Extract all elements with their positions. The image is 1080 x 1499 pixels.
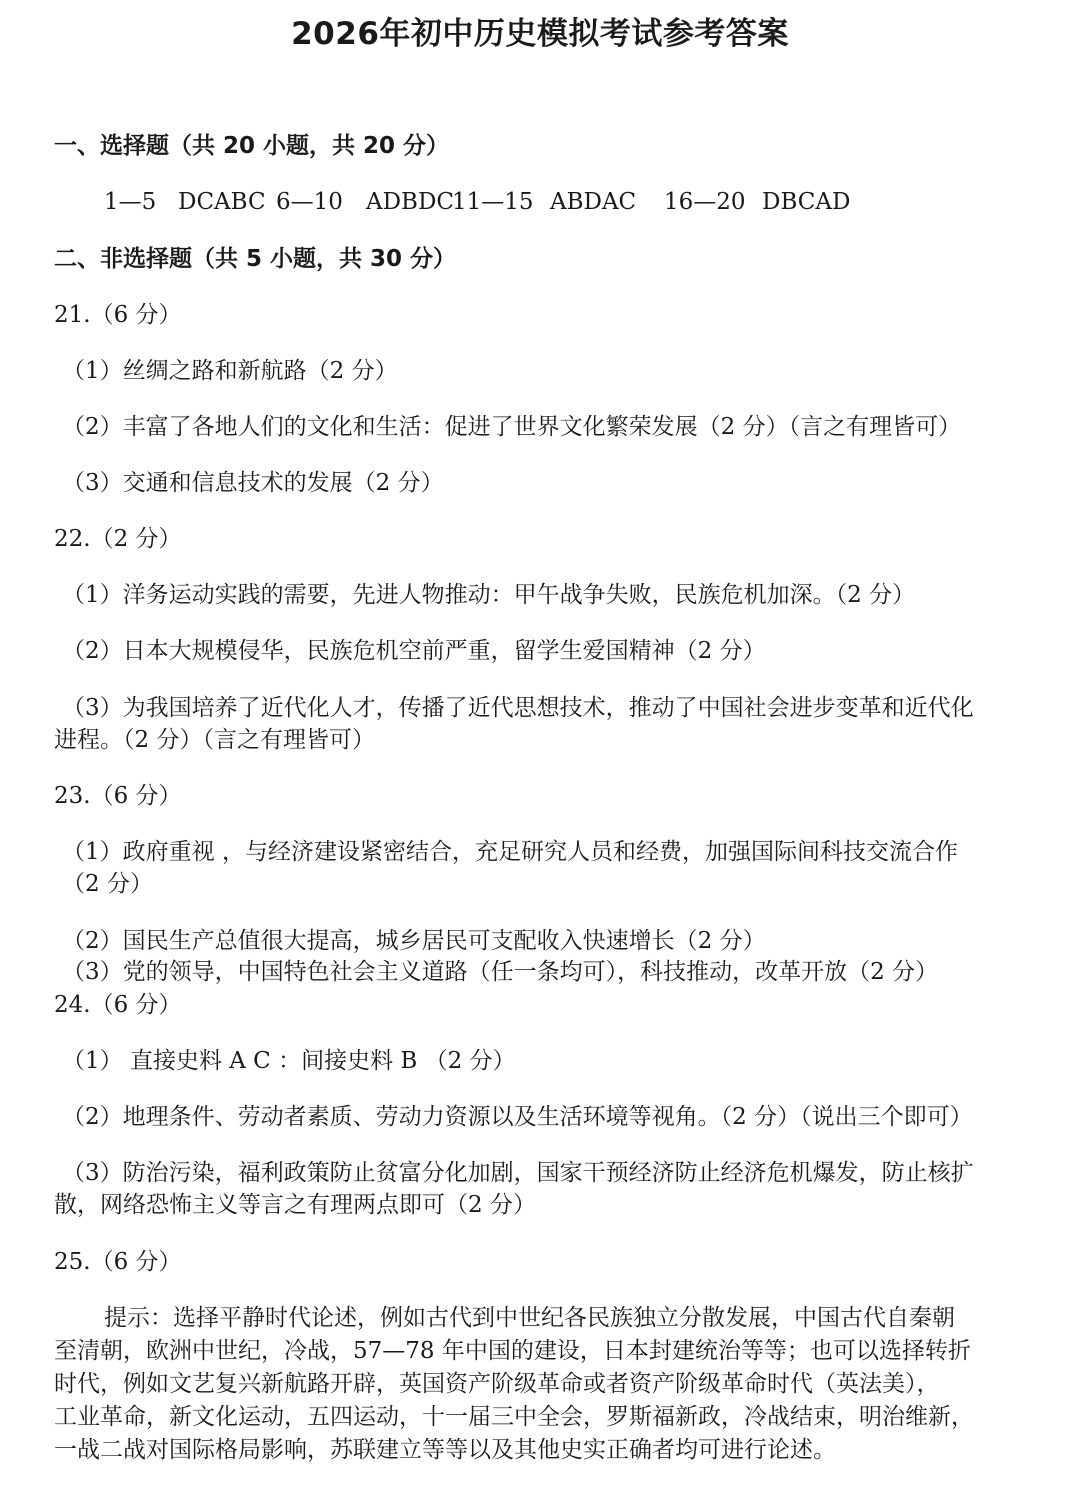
- q24-answer-1: （1） 直接史料 A C ：间接史料 B （2 分）: [62, 1048, 516, 1074]
- section2-heading: 二、非选择题（共 5 小题，共 30 分）: [54, 246, 457, 272]
- q22-answer-3-cont: 进程。（2 分）（言之有理皆可）: [54, 727, 375, 753]
- q24-answer-3: （3）防治污染，福利政策防止贫富分化加剧，国家干预经济防止经济危机爆发，防止核扩: [62, 1160, 974, 1186]
- q25-hint-line: 工业革命，新文化运动，五四运动，十一届三中全会，罗斯福新政，冷战结束，明治维新，: [54, 1404, 974, 1430]
- q22-answer-1: （1）洋务运动实践的需要，先进人物推动：甲午战争失败，民族危机加深。（2 分）: [62, 582, 916, 608]
- q25-hint-line: 时代，例如文艺复兴新航路开辟，英国资产阶级革命或者资产阶级革命时代（英法美），: [54, 1371, 940, 1397]
- q21-answer-1: （1）丝绸之路和新航路（2 分）: [62, 358, 398, 384]
- page-title: 2026年初中历史模拟考试参考答案: [291, 16, 789, 52]
- q23-answer-2: （2）国民生产总值很大提高，城乡居民可支配收入快速增长（2 分）: [62, 928, 766, 954]
- q24-heading: 24.（6 分）: [54, 992, 182, 1018]
- q22-answer-2: （2）日本大规模侵华，民族危机空前严重，留学生爱国精神（2 分）: [62, 638, 766, 664]
- mcq-range: 16—20: [664, 189, 746, 215]
- q24-answer-2: （2）地理条件、劳动者素质、劳动力资源以及生活环境等视角。（2 分）（说出三个即可）: [62, 1104, 973, 1130]
- mcq-range: 11—15: [452, 189, 534, 215]
- q23-heading: 23.（6 分）: [54, 783, 182, 809]
- q23-answer-1-cont: （2 分）: [62, 871, 153, 897]
- q23-answer-1: （1）政府重视 ，与经济建设紧密结合，充足研究人员和经费，加强国际间科技交流合作: [62, 839, 958, 865]
- q23-answer-3: （3）党的领导，中国特色社会主义道路（任一条均可），科技推动，改革开放（2 分）: [62, 959, 939, 985]
- mcq-range: 1—5: [104, 189, 157, 215]
- mcq-keys: ADBDC: [366, 189, 454, 215]
- q25-hint-line: 提示：选择平静时代论述，例如古代到中世纪各民族独立分散发展，中国古代自秦朝: [104, 1305, 955, 1331]
- q22-heading: 22.（2 分）: [54, 526, 182, 552]
- q21-answer-2: （2）丰富了各地人们的文化和生活：促进了世界文化繁荣发展（2 分）（言之有理皆可）: [62, 414, 962, 440]
- section1-heading: 一、选择题（共 20 小题，共 20 分）: [54, 133, 450, 159]
- q25-hint-line: 至清朝，欧洲中世纪，冷战，57—78 年中国的建设，日本封建统治等等；也可以选择转折: [54, 1338, 971, 1364]
- q25-heading: 25.（6 分）: [54, 1249, 182, 1275]
- mcq-keys: DCABC: [178, 189, 266, 215]
- q21-heading: 21.（6 分）: [54, 302, 182, 328]
- q21-answer-3: （3）交通和信息技术的发展（2 分）: [62, 470, 444, 496]
- q25-hint-line: 一战二战对国际格局影响，苏联建立等等以及其他史实正确者均可进行论述。: [54, 1437, 836, 1463]
- mcq-keys: DBCAD: [762, 189, 851, 215]
- mcq-keys: ABDAC: [550, 189, 637, 215]
- mcq-range: 6—10: [276, 189, 343, 215]
- q24-answer-3-cont: 散，网络恐怖主义等言之有理两点即可（2 分）: [54, 1192, 536, 1218]
- q22-answer-3: （3）为我国培养了近代化人才，传播了近代思想技术，推动了中国社会进步变革和近代化: [62, 695, 974, 721]
